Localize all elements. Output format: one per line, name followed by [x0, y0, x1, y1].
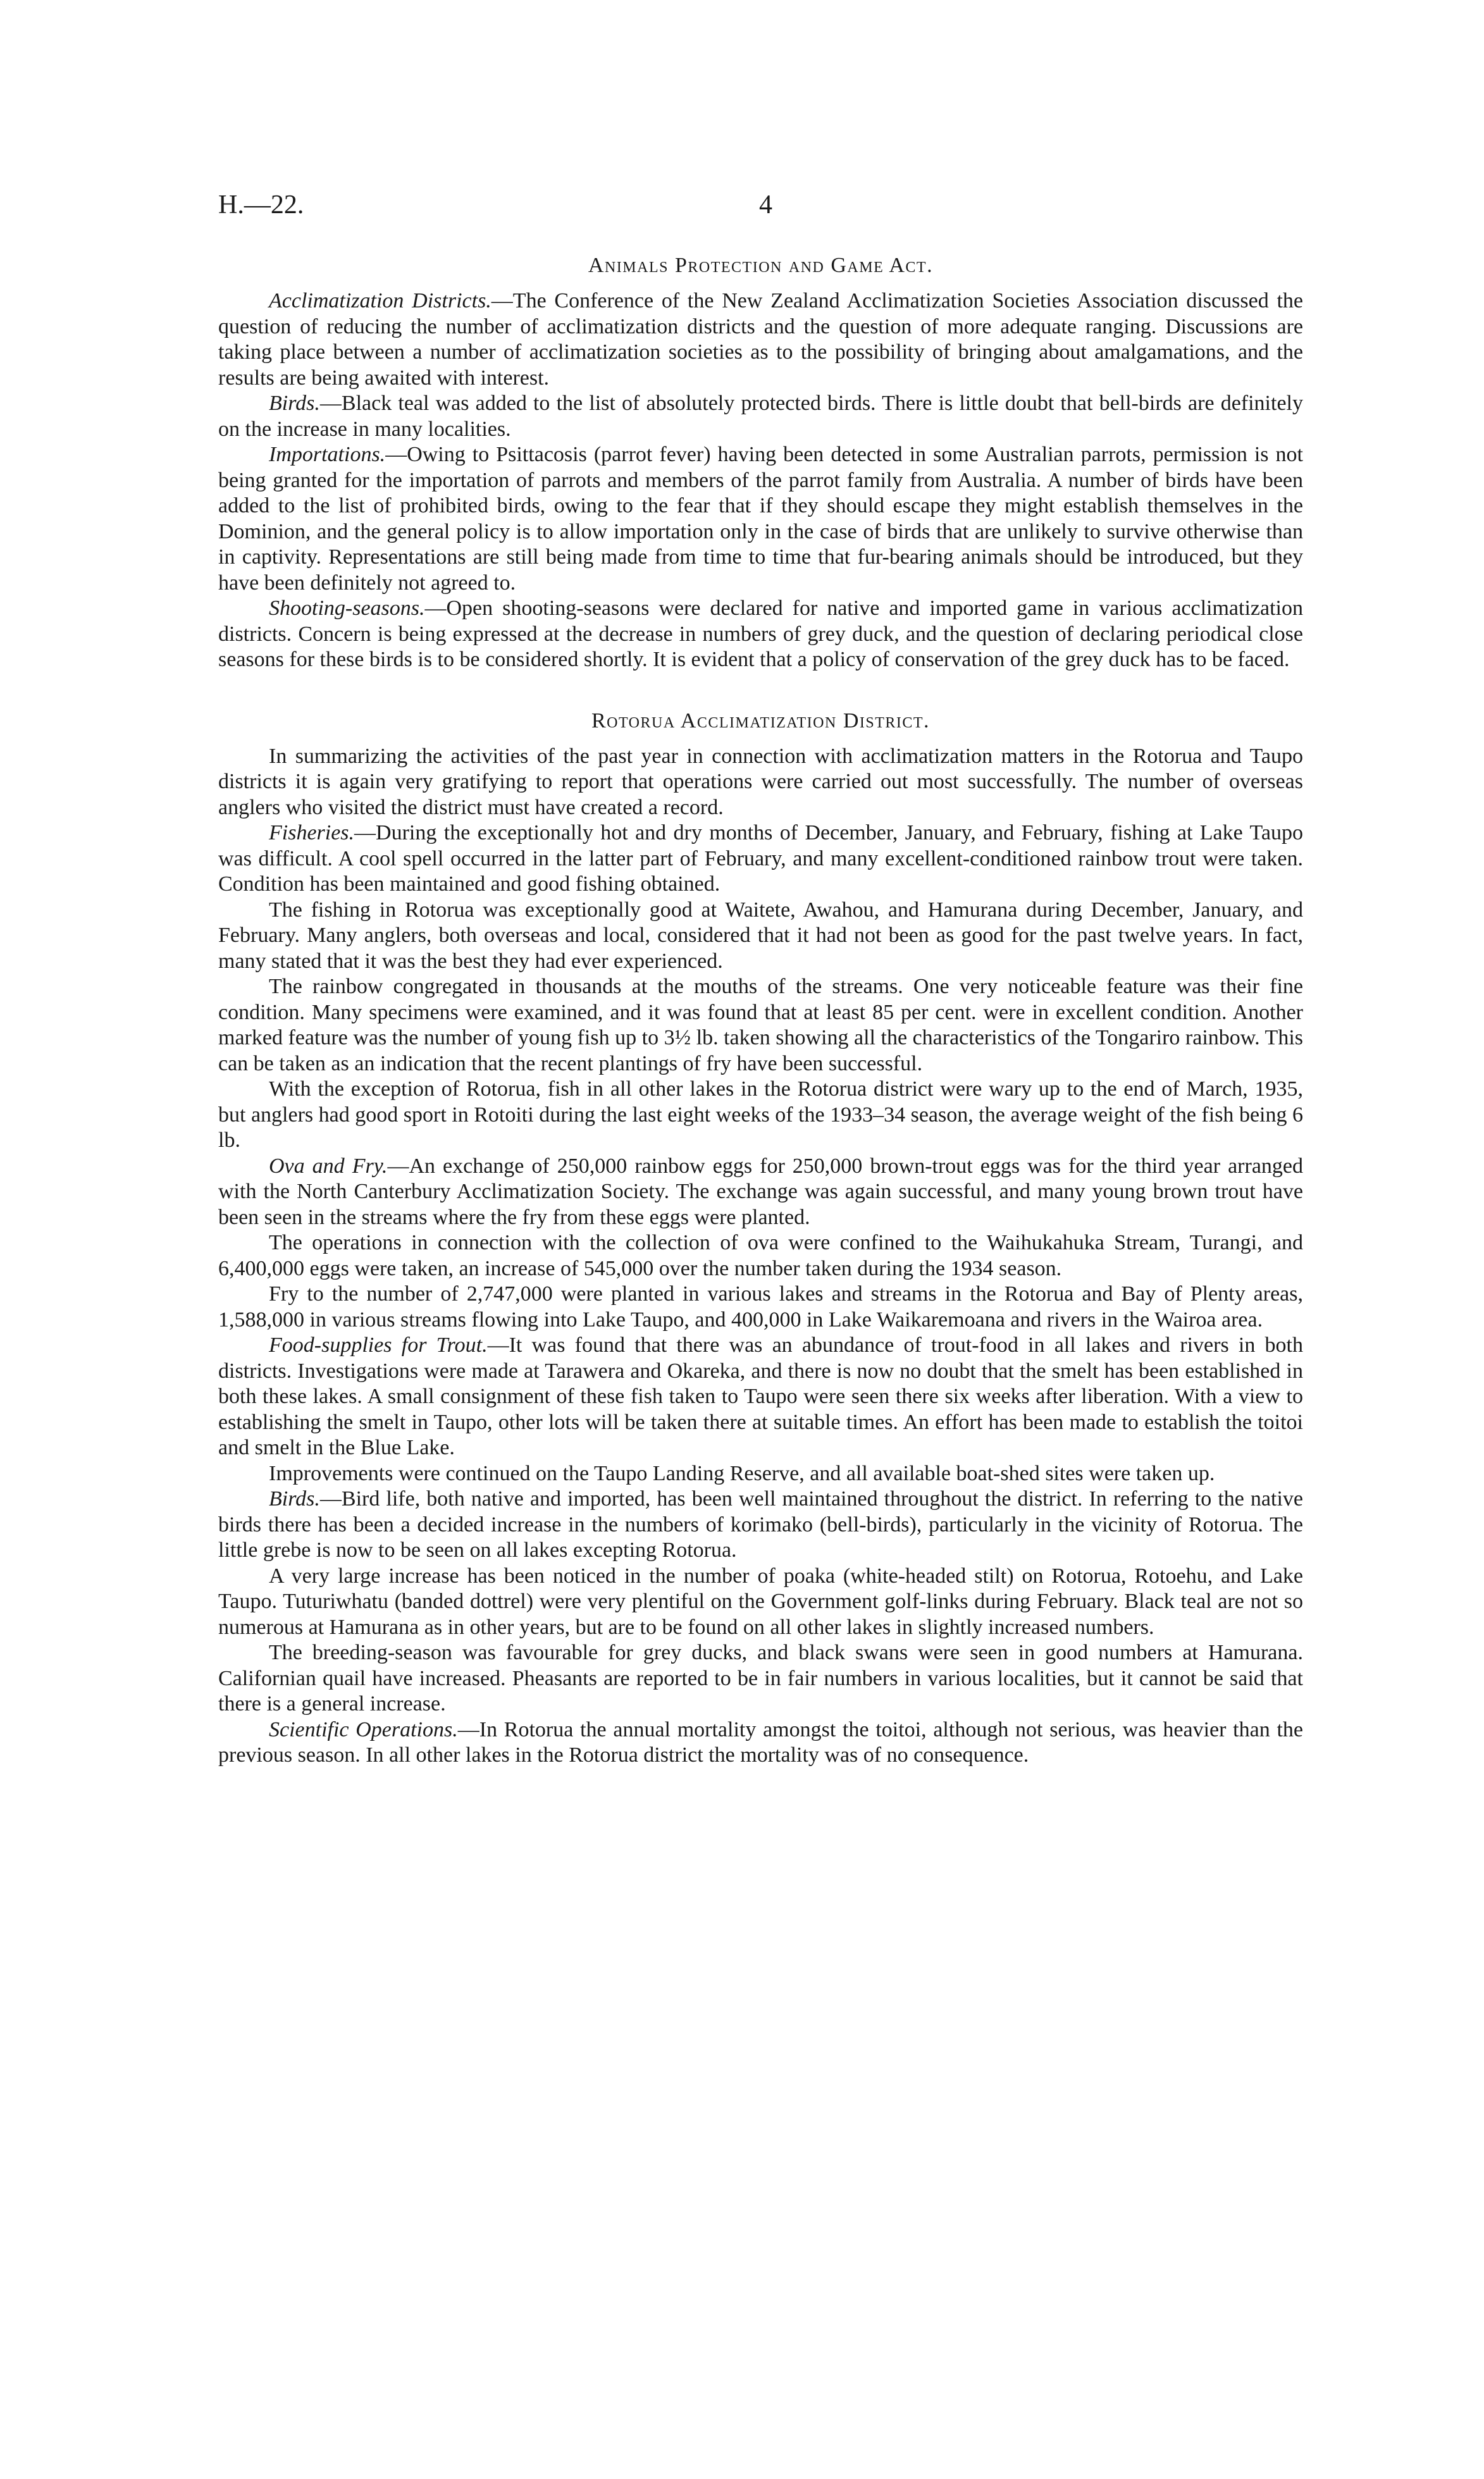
section-heading-rotorua-district: Rotorua Acclimatization District.: [591, 708, 931, 733]
paragraph-text: —In Rotorua the annual mortality amongst the toitoi, although not serious, was heavier than the previous season. In all other lakes in the Rotorua district the mortality was of no consequence.: [218, 1717, 1303, 1767]
paragraph-acclimatization-districts: [218, 288, 1303, 391]
paragraph-lead: Acclimatization Districts.: [269, 289, 492, 312]
paragraph-text: A very large increase has been noticed in the number of poaka (white-headed stilt) on Rotorua, Rotoehu, and Lake Taupo. Tuturiwhatu (banded dottrel) were very plentiful on the Government golf-links during February. Black teal are not so numerous at Hamurana as in other years, but are to be found on all other lakes in slightly increased numbers.: [218, 1564, 1303, 1639]
paragraph-importations: [218, 442, 1303, 596]
paragraph-poaka: [218, 1564, 1303, 1641]
paragraph-text: The rainbow congregated in thousands at the mouths of the streams. One very noticeable feature was their fine condition. Many specimens were examined, and it was found that at least 85 per cent. were in excellent condition. Another marked feature was the number of young fish up to 3½ lb. taken showing all the characteristics of the Tongariro rainbow. This can be taken as an indication that the recent plantings of fry have been successful.: [218, 975, 1303, 1075]
paragraph-lead: Importations.: [269, 443, 386, 466]
paragraph-text: —Black teal was added to the list of absolutely protected birds. There is little doubt that bell-birds are definitely on the increase in many localities.: [218, 392, 1303, 441]
paragraph-summary: [218, 744, 1303, 821]
paragraph-text: —Owing to Psittacosis (parrot fever) having been detected in some Australian parrots, permission is not being granted for the importation of parrots and members of the parrot family from Australia. A number of birds have been added to the list of prohibited birds, owing to the fear that if they should escape they might establish themselves in the Dominion, and the general policy is to allow importation only in the case of birds that are unlikely to survive otherwise than in captivity. Representations are still being made from time to time that fur-bearing animals should be introduced, but they have been definitely not agreed to.: [218, 443, 1303, 595]
paragraph-rainbow-condition: [218, 974, 1303, 1077]
paragraph-lead: Food-supplies for Trout.: [269, 1333, 488, 1357]
paragraph-fisheries: [218, 820, 1303, 898]
paragraph-lead: Birds.: [269, 1487, 320, 1511]
paragraph-text: —The Conference of the New Zealand Acclimatization Societies Association discussed the question of reducing the number of acclimatization districts and the question of more adequate ranging. Discussions are taking place between a number of acclimatization societies as to the possibility of bringing about amalgamations, and the results are being awaited with interest.: [218, 289, 1303, 390]
paragraph-text: —Bird life, both native and imported, has been well maintained throughout the district. In referring to the native birds there has been a decided increase in the numbers of korimako (bell-birds), particularly in the vicinity of Rotorua. The little grebe is now to be seen on all lakes excepting Rotorua.: [218, 1487, 1303, 1562]
paragraph-text: —During the exceptionally hot and dry months of December, January, and February, fishing at Lake Taupo was difficult. A cool spell occurred in the latter part of February, and many excellent-conditioned rainbow trout were taken. Condition has been maintained and good fishing obtained.: [218, 821, 1303, 896]
paragraph-text: Improvements were continued on the Taupo Landing Reserve, and all available boat-shed sites were taken up.: [269, 1461, 1215, 1485]
paragraph-rotorua-fishing: [218, 898, 1303, 975]
paragraph-lead: Ova and Fry.: [269, 1154, 388, 1178]
paragraph-text: The operations in connection with the collection of ova were confined to the Waihukahuka Stream, Turangi, and 6,400,000 eggs were taken, an increase of 545,000 over the number taken during the 1934 season.: [218, 1231, 1303, 1280]
paragraph-ova-and-fry: [218, 1154, 1303, 1231]
paragraph-fry-planted: [218, 1282, 1303, 1333]
paragraph-lead: Birds.: [269, 392, 320, 415]
section-heading-animals-protection: Animals Protection and Game Act.: [588, 254, 934, 277]
paragraph-breeding-season: [218, 1640, 1303, 1717]
paragraph-other-lakes: [218, 1077, 1303, 1154]
paragraph-text: The breeding-season was favourable for grey ducks, and black swans were seen in good numbers at Hamurana. Californian quail have increased. Pheasants are reported to be in fair numbers in various localities, but it cannot be said that there is a general increase.: [218, 1641, 1303, 1716]
paragraph-text: —An exchange of 250,000 rainbow eggs for 250,000 brown-trout eggs was for the third year arranged with the North Canterbury Acclimatization Society. The exchange was again successful, and many young brown trout have been seen in the streams where the fry from these eggs were planted.: [218, 1154, 1303, 1229]
page-number: 4: [759, 190, 772, 219]
paragraph-lead: Scientific Operations.: [269, 1717, 458, 1741]
document-page: [218, 190, 1303, 1769]
paragraph-lead: Shooting-seasons.: [269, 597, 425, 620]
paragraph-ova-collection: [218, 1230, 1303, 1282]
running-head: [218, 190, 1303, 240]
paragraph-shooting-seasons: [218, 596, 1303, 673]
paragraph-food-supplies: [218, 1333, 1303, 1461]
report-reference: H.—22.: [218, 190, 304, 219]
paragraph-text: —It was found that there was an abundance of trout-food in all lakes and rivers in both districts. Investigations were made at Tarawera and Okareka, and there is now no doubt that the smelt has been established in both these lakes. A small consignment of these fish taken to Taupo were seen there six weeks after liberation. With a view to establishing the smelt in Taupo, other lots will be taken there at suitable times. An effort has been made to establish the toitoi and smelt in the Blue Lake.: [218, 1333, 1303, 1459]
paragraph-text: The fishing in Rotorua was exceptionally good at Waitete, Awahou, and Hamurana during December, January, and February. Many anglers, both overseas and local, considered that it had not been as good for the past twelve years. In fact, many stated that it was the best they had ever experienced.: [218, 898, 1303, 973]
paragraph-birds-rotorua: [218, 1487, 1303, 1564]
paragraph-text: With the exception of Rotorua, fish in all other lakes in the Rotorua district were wary up to the end of March, 1935, but anglers had good sport in Rotoiti during the last eight weeks of the 1933–34 season, the average weight of the fish being 6 lb.: [218, 1077, 1303, 1152]
paragraph-lead: Fisheries.: [269, 821, 355, 844]
paragraph-scientific-operations: [218, 1717, 1303, 1769]
paragraph-text: Fry to the number of 2,747,000 were planted in various lakes and streams in the Rotorua and Bay of Plenty areas, 1,588,000 in various streams flowing into Lake Taupo, and 400,000 in Lake Waikaremoana and rivers in the Wairoa area.: [218, 1282, 1303, 1332]
paragraph-birds: [218, 391, 1303, 442]
paragraph-improvements: [218, 1461, 1303, 1487]
paragraph-text: —Open shooting-seasons were declared for native and imported game in various acclimatization districts. Concern is being expressed at the decrease in numbers of grey duck, and the question of declaring periodical close seasons for these birds is to be considered shortly. It is evident that a policy of conservation of the grey duck has to be faced.: [218, 597, 1303, 671]
paragraph-text: In summarizing the activities of the past year in connection with acclimatization matters in the Rotorua and Taupo districts it is again very gratifying to report that operations were carried out most successfully. The number of overseas anglers who visited the district must have created a record.: [218, 744, 1303, 819]
